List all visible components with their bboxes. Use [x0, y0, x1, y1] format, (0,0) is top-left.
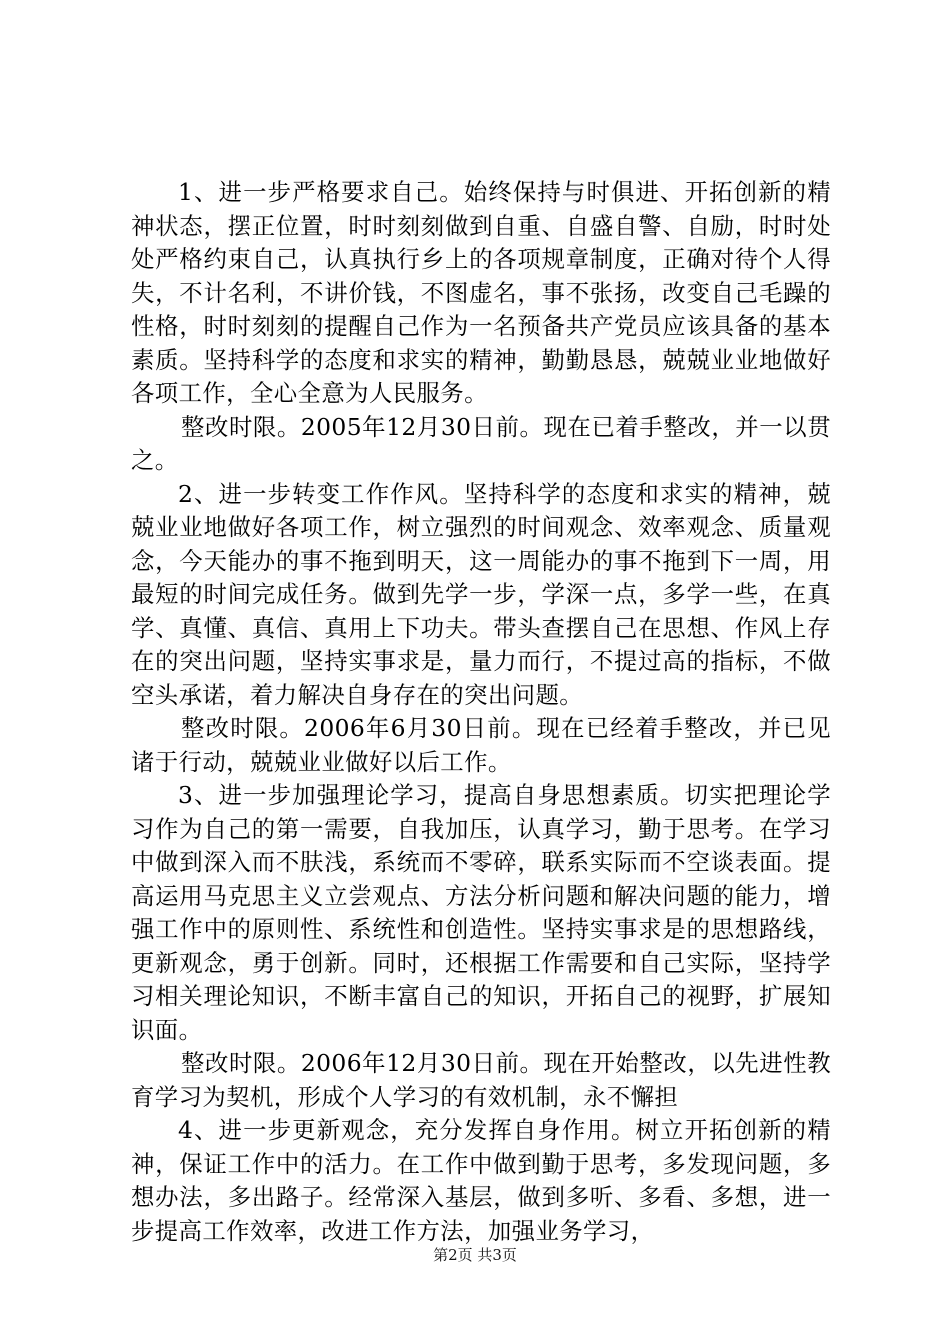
paragraph-item-2: 2、进一步转变工作作风。坚持科学的态度和求实的精神，兢兢业业地做好各项工作，树立强烈的时间观念、效率观念、质量观念，今天能办的事不拖到明天，这一周能办的事不拖到下一周，用最短的时间完成任务。做到先学一步，学深一点，多学一些，在真学、真懂、真信、真用上下功夫。带头查摆自己在思想、作风上存在的突出问题，坚持实事求是，量力而行，不提过高的指标，不做空头承诺，着力解决自身存在的突出问题。: [131, 479, 831, 709]
paragraph-deadline-2: 整改时限。2006年6月30日前。现在已经着手整改，并已见诸于行动，兢兢业业做好以后工作。: [131, 714, 831, 776]
paragraph-item-4: 4、进一步更新观念，充分发挥自身作用。树立开拓创新的精神，保证工作中的活力。在工作中做到勤于思考，多发现问题，多想办法，多出路子。经常深入基层，做到多听、多看、多想，进一步提高工作效率，改进工作方法，加强业务学习，: [131, 1116, 831, 1245]
paragraph-item-1: 1、进一步严格要求自己。始终保持与时俱进、开拓创新的精神状态，摆正位置，时时刻刻做到自重、自盛自警、自励，时时处处严格约束自己，认真执行乡上的各项规章制度，正确对待个人得失，不计名利，不讲价钱，不图虚名，事不张扬，改变自己毛躁的性格，时时刻刻的提醒自己作为一名预备共产党员应该具备的基本素质。坚持科学的态度和求实的精神，勤勤恳恳，兢兢业业地做好各项工作，全心全意为人民服务。: [131, 178, 831, 407]
document-body: [131, 176, 831, 1248]
paragraph-deadline-1: 整改时限。2005年12月30日前。现在已着手整改，并一以贯之。: [131, 412, 831, 474]
paragraph-item-3: 3、进一步加强理论学习，提高自身思想素质。切实把理论学习作为自己的第一需要，自我加压，认真学习，勤于思考。在学习中做到深入而不肤浅，系统而不零碎，联系实际而不空谈表面。提高运用马克思主义立尝观点、方法分析问题和解决问题的能力，增强工作中的原则性、系统性和创造性。坚持实事求是的思想路线，更新观念，勇于创新。同时，还根据工作需要和自己实际，坚持学习相关理论知识，不断丰富自己的知识，开拓自己的视野，扩展知识面。: [131, 781, 831, 1044]
paragraph-deadline-3: 整改时限。2006年12月30日前。现在开始整改，以先进性教育学习为契机，形成个人学习的有效机制，永不懈担: [131, 1049, 831, 1111]
page-footer: 第2页 共3页: [433, 1246, 517, 1264]
